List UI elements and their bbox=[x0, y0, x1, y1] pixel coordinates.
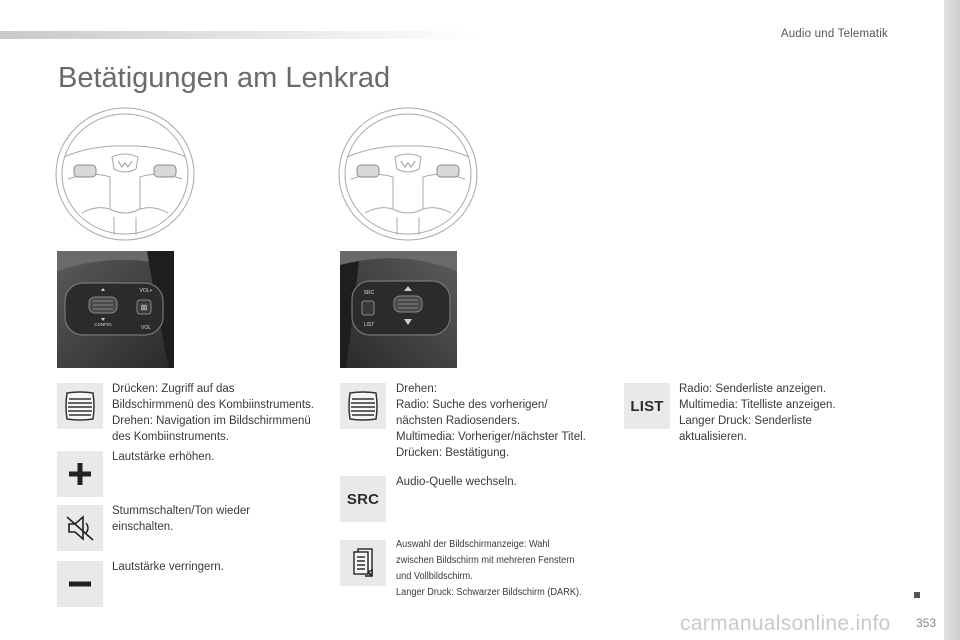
desc-line: Langer Druck: Schwarzer Bildschirm (DARK). bbox=[396, 587, 582, 598]
desc-line: Multimedia: Titelliste anzeigen. bbox=[679, 399, 836, 411]
src-button-icon bbox=[340, 476, 386, 522]
mute-button-icon bbox=[57, 505, 103, 551]
desc-line: Drücken: Bestätigung. bbox=[396, 447, 510, 459]
thumbwheel-icon bbox=[64, 391, 96, 421]
desc-line: Lautstärke verringern. bbox=[112, 561, 224, 573]
page-edge-bar bbox=[944, 0, 960, 640]
desc-thumbwheel-middle bbox=[396, 381, 586, 461]
list-label: LIST bbox=[363, 322, 375, 328]
display-mode-icon bbox=[348, 547, 378, 579]
desc-line: Drehen: Navigation im Bildschirmmenü bbox=[112, 415, 311, 427]
display-mode-button-icon bbox=[340, 540, 386, 586]
watermark: carmanualsonline.info bbox=[680, 612, 891, 635]
desc-display-mode bbox=[396, 537, 582, 601]
desc-line: zwischen Bildschirm mit mehreren Fenstern bbox=[396, 555, 575, 566]
desc-list bbox=[679, 381, 836, 445]
vol-minus-label: VOL bbox=[140, 325, 152, 331]
desc-line: Lautstärke erhöhen. bbox=[112, 451, 215, 463]
left-controls-photo bbox=[57, 251, 174, 368]
steering-wheel-left-illustration bbox=[52, 105, 198, 243]
thumbwheel-icon-left bbox=[57, 383, 103, 429]
list-icon-text: LIST bbox=[630, 397, 664, 415]
svg-text:⊠: ⊠ bbox=[140, 303, 148, 312]
config-label: CONFIG bbox=[94, 322, 112, 327]
section-title: Audio und Telematik bbox=[780, 28, 888, 40]
desc-line: und Vollbildschirm. bbox=[396, 571, 473, 582]
desc-source bbox=[396, 474, 517, 490]
minus-button-icon bbox=[57, 561, 103, 607]
desc-line: Multimedia: Vorheriger/nächster Titel. bbox=[396, 431, 586, 443]
desc-thumbwheel-left bbox=[112, 381, 314, 445]
desc-line: des Kombiinstruments. bbox=[112, 431, 229, 443]
desc-line: Langer Druck: Senderliste bbox=[679, 415, 812, 427]
src-icon-text: SRC bbox=[346, 490, 380, 508]
right-controls-photo bbox=[340, 251, 457, 368]
desc-line: Radio: Senderliste anzeigen. bbox=[679, 383, 827, 395]
desc-line: Radio: Suche des vorherigen/ bbox=[396, 399, 548, 411]
right-controls-drawing bbox=[340, 251, 457, 368]
plus-icon bbox=[68, 462, 92, 486]
vol-plus-label: VOL+ bbox=[139, 288, 153, 294]
end-marker bbox=[914, 592, 920, 598]
thumbwheel-icon bbox=[347, 391, 379, 421]
desc-line: nächsten Radiosenders. bbox=[396, 415, 521, 427]
desc-mute bbox=[112, 503, 250, 535]
list-button-icon bbox=[624, 383, 670, 429]
left-controls-drawing bbox=[57, 251, 174, 368]
desc-line: aktualisieren. bbox=[679, 431, 747, 443]
header-bar bbox=[0, 31, 480, 39]
desc-line: Drücken: Zugriff auf das bbox=[112, 383, 235, 395]
page-number: 353 bbox=[916, 616, 937, 630]
plus-button-icon bbox=[57, 451, 103, 497]
desc-volume-down bbox=[112, 559, 224, 575]
desc-line: Bildschirmmenü des Kombiinstruments. bbox=[112, 399, 314, 411]
desc-line: Audio-Quelle wechseln. bbox=[396, 476, 517, 488]
steering-wheel-right-illustration bbox=[335, 105, 481, 243]
src-label: SRC bbox=[363, 290, 375, 296]
thumbwheel-icon-middle bbox=[340, 383, 386, 429]
desc-line: Drehen: bbox=[396, 383, 437, 395]
desc-volume-up bbox=[112, 449, 214, 465]
desc-line: Auswahl der Bildschirmanzeige: Wahl bbox=[396, 539, 550, 550]
page-title: Betätigungen am Lenkrad bbox=[58, 62, 391, 94]
desc-line: Stummschalten/Ton wieder bbox=[112, 505, 251, 517]
desc-line: einschalten. bbox=[112, 521, 174, 533]
minus-icon bbox=[68, 572, 92, 596]
mute-icon bbox=[65, 513, 95, 543]
